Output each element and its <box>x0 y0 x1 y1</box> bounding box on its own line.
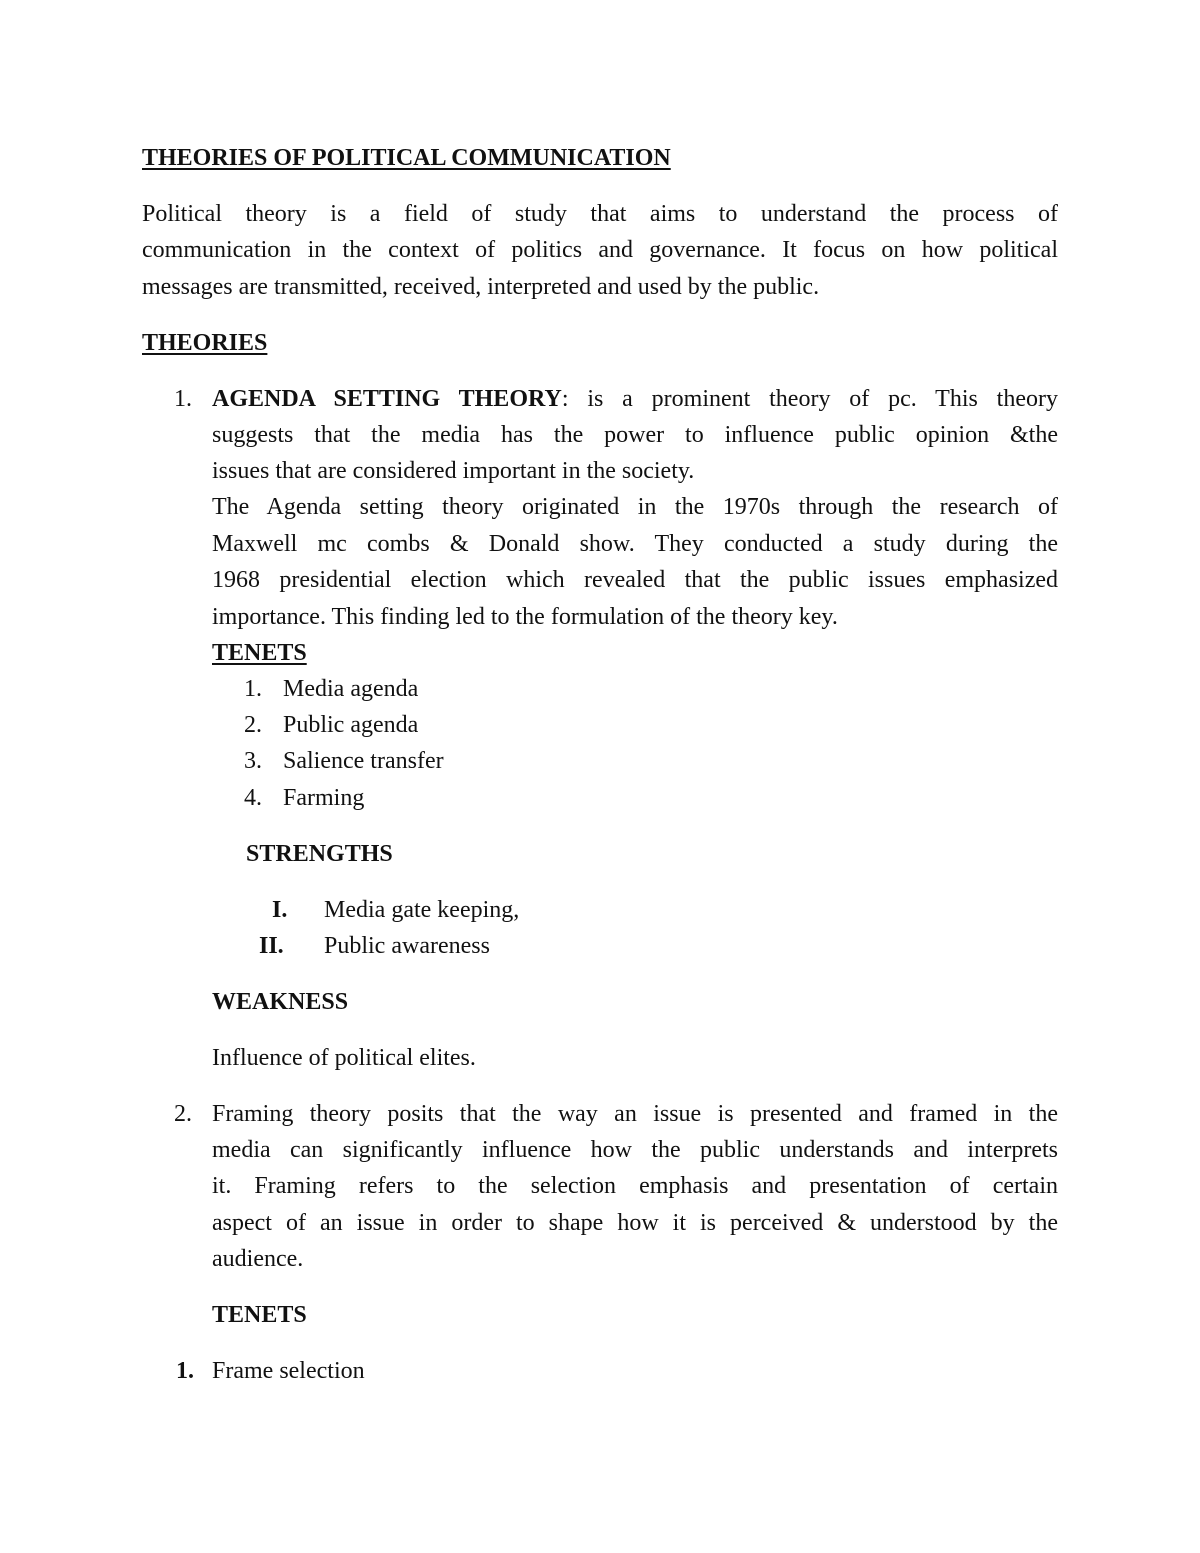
strengths-heading: STRENGTHS <box>246 841 393 867</box>
theory-2-line-4: aspect of an issue in order to shape how it is perceived & understood by the <box>212 1210 1058 1236</box>
theory-1-line-2: suggests that the media has the power to influence public opinion &the <box>212 422 1058 448</box>
theory-1-number: 1. <box>174 386 192 412</box>
theory-1-line-3: issues that are considered important in the society. <box>212 458 695 484</box>
document-title: THEORIES OF POLITICAL COMMUNICATION <box>142 145 671 171</box>
theory-1-line-4: The Agenda setting theory originated in the 1970s through the research of <box>212 494 1058 520</box>
theory-2-tenets-heading: TENETS <box>212 1302 307 1328</box>
theories-heading: THEORIES <box>142 330 268 356</box>
tenet-number: 3. <box>244 748 262 774</box>
tenet-number: 1. <box>244 676 262 702</box>
tenet-number: 2. <box>244 712 262 738</box>
intro-line-1: Political theory is a field of study that aims to understand the process of <box>142 201 1058 227</box>
theory-1-name: AGENDA SETTING THEORY <box>212 386 562 412</box>
tenet-item: Frame selection <box>212 1358 365 1384</box>
tenet-item: Farming <box>283 785 365 811</box>
strength-item: Media gate keeping, <box>324 897 520 923</box>
tenet-number: 4. <box>244 785 262 811</box>
tenet-item: Public agenda <box>283 712 419 738</box>
strength-number: II. <box>259 933 284 959</box>
tenet-item: Salience transfer <box>283 748 444 774</box>
theory-2-line-1: Framing theory posits that the way an issue is presented and framed in the <box>212 1101 1058 1127</box>
intro-line-3: messages are transmitted, received, interpreted and used by the public. <box>142 274 820 300</box>
strength-number: I. <box>272 897 288 923</box>
theory-1-line-1-text: : is a prominent theory of pc. This theory <box>561 386 1058 412</box>
weakness-text: Influence of political elites. <box>212 1045 476 1071</box>
intro-line-2: communication in the context of politics and governance. It focus on how political <box>142 237 1058 263</box>
theory-1-line-7: importance. This finding led to the formulation of the theory key. <box>212 604 838 630</box>
theory-2-line-2: media can significantly influence how the public understands and interprets <box>212 1137 1058 1163</box>
weakness-heading: WEAKNESS <box>212 989 349 1015</box>
theory-1-line-6: 1968 presidential election which revealed that the public issues emphasized <box>212 567 1058 593</box>
theory-2-line-5: audience. <box>212 1246 304 1272</box>
theory-1-line-5: Maxwell mc combs & Donald show. They conducted a study during the <box>212 531 1058 557</box>
strength-item: Public awareness <box>324 933 490 959</box>
tenet-item: Media agenda <box>283 676 419 702</box>
theory-1-line-1 <box>212 386 1058 413</box>
theory-1-tenets-heading: TENETS <box>212 640 307 666</box>
tenet-number: 1. <box>176 1358 194 1384</box>
theory-2-number: 2. <box>174 1101 192 1127</box>
theory-2-line-3: it. Framing refers to the selection emphasis and presentation of certain <box>212 1173 1058 1199</box>
